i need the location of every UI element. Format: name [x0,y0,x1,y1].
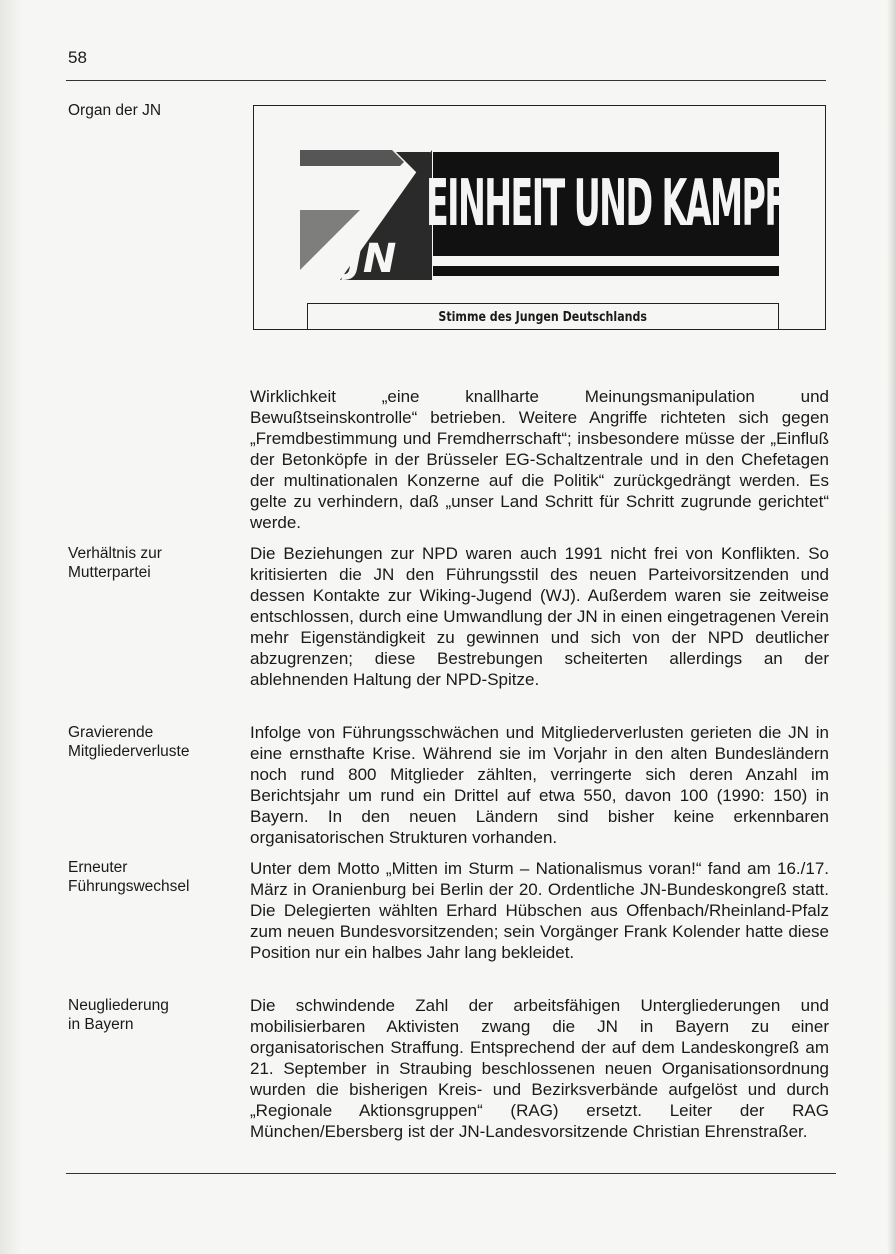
margin-note-line: Führungswechsel [68,878,190,895]
page-edge-shadow [0,0,22,1254]
paragraph-5: Die schwindende Zahl der arbeitsfähigen Untergliederungen und mobilisierbaren Aktivisten zwang die JN in Bayern zu einer organisatorischen Straffung. Entsprechend der auf dem Landeskongreß am 21. September in Straubing beschlossenen neuen Organisationsordnung wurden die bisherigen Kreis- und Bezirksverbände aufgelöst und durch „Regionale Aktionsgruppen“ (RAG) ersetzt. Leiter der RAG München/Ebersberg ist der JN-Landesvorsitzende Christian Ehrenstraßer. [250,996,829,1141]
margin-note-line: Verhältnis zur [68,545,162,562]
jn-arrow-logo-icon [300,150,432,280]
jn-logo-text: JN [348,236,397,280]
margin-note-line: Neugliederung [68,997,169,1014]
page-number: 58 [68,48,87,67]
logo-stripe [433,266,779,276]
paragraph-4: Unter dem Motto „Mitten im Sturm – Nationalismus voran!“ fand am 16./17. März in Oranienburg bei Berlin der 20. Ordentliche JN-Bundeskongreß statt. Die Delegierten wählten Erhard Hübschen aus Offenbach/Rheinland-Pfalz zum neuen Bundesvorsitzenden; sein Vorgänger Frank Kolender hatte diese Position nur ein halbes Jahr lang bekleidet. [250,859,829,962]
margin-note-gravierende [68,723,189,761]
margin-note-erneuter [68,858,189,896]
margin-note-line: Mitgliederverluste [68,743,190,760]
header-rule [66,80,826,81]
paragraph-3: Infolge von Führungsschwächen und Mitgliederverlusten gerieten die JN in eine ernsthafte Krise. Während sie im Vorjahr in den alten Bundesländern noch rund 800 Mitglieder zählten, verringerte sich deren Anzahl im Berichtsjahr um rund ein Drittel auf etwa 550, davon 100 (1990: 150) in Bayern. In den neuen Ländern sind bisher keine erkennbaren organisatorischen Strukturen vorhanden. [250,723,829,847]
margin-note-organ [68,101,161,120]
page-edge-shadow [887,0,895,1254]
logo-subtitle-box [307,303,779,330]
paragraph-2: Die Beziehungen zur NPD waren auch 1991 nicht frei von Konflikten. So kritisierten die JN den Führungsstil des neuen Parteivorsitzenden und dessen Kontakte zur Wiking-Jugend (WJ). Außerdem waren sie zeitweise entschlossen, durch eine Umwandlung der JN in einen eingetragenen Verein mehr Eigenständigkeit zu gewinnen und sich von der NPD deutlicher abzugrenzen; diese Bestrebungen scheiterten allerdings an der ablehnenden Haltung der NPD-Spitze. [250,544,829,689]
footer-rule [66,1173,836,1174]
margin-note-line: Mutterpartei [68,564,151,581]
logo-title-box [426,152,786,256]
margin-note-line: Gravierende [68,724,154,741]
margin-note-text: Organ der JN [68,102,162,119]
logo-title: EINHEIT UND KAMPF [426,167,786,241]
paragraph-1: Wirklichkeit „eine knallharte Meinungsmanipulation und Bewußtseinskontrolle“ betrieben. Weitere Angriffe richteten sich gegen „Fremdbestimmung und Fremdherrschaft“; insbesondere müsse der „Einfluß der Betonköpfe in der Brüsseler EG-Schaltzentrale und in den Chefetagen der multinationalen Konzerne auf die Politik“ zurückgedrängt werden. Es gelte zu verhindern, daß „unser Land Schritt für Schritt zugrunde gerichtet“ werde. [250,387,829,532]
margin-note-line: in Bayern [68,1016,134,1033]
margin-note-verhaeltnis [68,544,162,582]
margin-note-neugliederung [68,996,169,1034]
logo-subtitle: Stimme des Jungen Deutschlands [438,309,648,325]
margin-note-line: Erneuter [68,859,128,876]
